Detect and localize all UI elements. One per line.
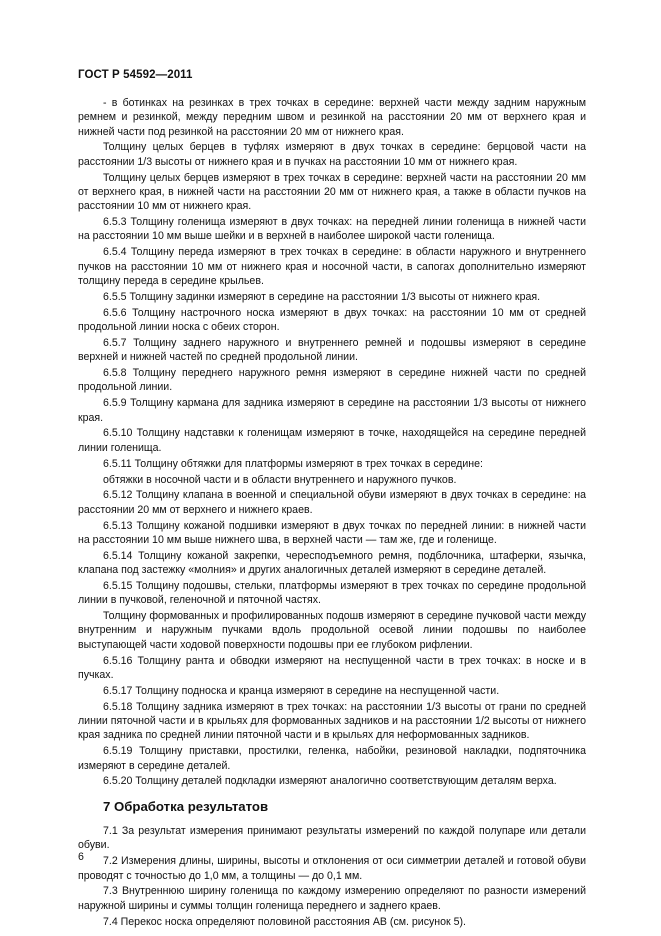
paragraph: Толщину целых берцев измеряют в трех точках в середине: верхней части на расстоянии 20 мм от верхнего края, в нижней части на расстоянии 20 мм от нижнего края, а также в области пучков на расстоянии 10 мм от нижнего края. — [78, 171, 586, 213]
paragraph: обтяжки в носочной части и в области внутреннего и наружного пучков. — [103, 473, 457, 486]
paragraph: 6.5.6 Толщину настрочного носка измеряют в двух точках: на расстоянии 10 мм от средней продольной линии носка с обеих сторон. — [78, 306, 586, 334]
paragraph: 6.5.13 Толщину кожаной подшивки измеряют в двух точках по передней линии: в нижней части на расстоянии 10 мм выше нижнего шва, в верхней части — там же, где и голенище. — [78, 519, 586, 546]
paragraph: 6.5.15 Толщину подошвы, стельки, платформы измеряют в трех точках по середине продольной линии в пучковой, геленочной и пяточной частях. — [78, 580, 586, 607]
paragraph: 6.5.4 Толщину переда измеряют в трех точках в середине: в области наружного и внутреннего пучков на расстоянии 10 мм от нижнего края и носочной части, в сапогах дополнительно измеряют толщину переда в середине крыльев. — [78, 246, 586, 287]
page-number: 6 — [78, 851, 84, 863]
paragraph: 7.2 Измерения длины, ширины, высоты и отклонения от оси симметрии деталей и готовой обуви проводят с точностью до 1,0 мм, а толщины — до 0,1 мм. — [78, 855, 586, 882]
paragraph: 7.4 Перекос носка определяют половиной расстояния АВ (см. рисунок 5). — [103, 915, 466, 928]
paragraph: 6.5.12 Толщину клапана в военной и специальной обуви измеряют в двух точках в середине: на расстоянии 20 мм от верхнего и нижнего краев. — [78, 489, 586, 516]
paragraph: 6.5.17 Толщину подноска и кранца измеряют в середине на неспущенной части. — [103, 684, 500, 697]
paragraph: 6.5.3 Толщину голенища измеряют в двух точках: на передней линии голенища в нижней части на расстоянии 10 мм выше шейки и в верхней в наиболее широкой части голенища. — [78, 216, 586, 243]
section-heading: 7 Обработка результатов — [103, 798, 269, 814]
paragraph: 6.5.10 Толщину надставки к голенищам измеряют в точке, находящейся на середине передней линии голенища. — [78, 427, 586, 454]
paragraph: - в ботинках на резинках в трех точках в середине: верхней части между задним наружным ремнем и резинкой, между передним швом и резинкой на расстоянии 20 мм от верхнего края и нижней части под резинкой на расстоянии 20 мм от нижнего края. — [78, 97, 586, 138]
paragraph: 6.5.14 Толщину кожаной закрепки, чересподъемного ремня, подблочника, штаферки, язычка, клапана под застежку «молния» и других аналогичных деталей измеряют в середине деталей. — [78, 549, 586, 577]
document-header: ГОСТ Р 54592—2011 — [78, 69, 193, 81]
paragraph: 7.1 За результат измерения принимают результаты измерений по каждой полупаре или детали обуви. — [78, 825, 586, 852]
paragraph: 6.5.11 Толщину обтяжки для платформы измеряют в трех точках в середине: — [103, 457, 483, 470]
paragraph: 6.5.18 Толщину задника измеряют в трех точках: на расстоянии 1/3 высоты от грани по средней линии пяточной части и в крыльях для формованных задников и на расстоянии 1/2 высоты от нижнего края задника по средней линии пяточной части и в крыльях для неформованных задников. — [78, 700, 586, 742]
paragraph: 6.5.20 Толщину деталей подкладки измеряют аналогично соответствующим деталям верха. — [103, 775, 557, 788]
paragraph: 6.5.8 Толщину переднего наружного ремня измеряют в середине нижней части по средней продольной линии. — [78, 367, 586, 394]
document-body — [78, 96, 586, 930]
paragraph: Толщину целых берцев в туфлях измеряют в двух точках в середине: берцовой части на расстоянии 1/3 высоты от нижнего края и в пучках на расстоянии 10 мм от нижнего края. — [78, 141, 586, 168]
paragraph: Толщину формованных и профилированных подошв измеряют в середине пучковой части между внутренним и наружным пучками вдоль продольной осевой линии подошвы по наиболее выступающей части ходовой поверхности подошвы при ее глубоком рифлении. — [78, 610, 586, 651]
paragraph: 6.5.5 Толщину задинки измеряют в середине на расстоянии 1/3 высоты от нижнего края. — [103, 290, 541, 303]
paragraph: 6.5.9 Толщину кармана для задника измеряют в середине на расстоянии 1/3 высоты от нижнего края. — [78, 397, 586, 424]
paragraph: 6.5.7 Толщину заднего наружного и внутреннего ремней и подошвы измеряют в середине верхней и нижней частей по средней продольной линии. — [78, 336, 586, 364]
paragraph: 6.5.19 Толщину приставки, простилки, геленка, набойки, резиновой накладки, подпяточника измеряют в середине деталей. — [78, 745, 586, 772]
paragraph: 6.5.16 Толщину ранта и обводки измеряют на неспущенной части в трех точках: в носке и в пучках. — [78, 654, 586, 681]
paragraph: 7.3 Внутреннюю ширину голенища по каждому измерению определяют по разности измерений наружной ширины и суммы толщин голенища переднего и заднего краев. — [78, 885, 586, 912]
